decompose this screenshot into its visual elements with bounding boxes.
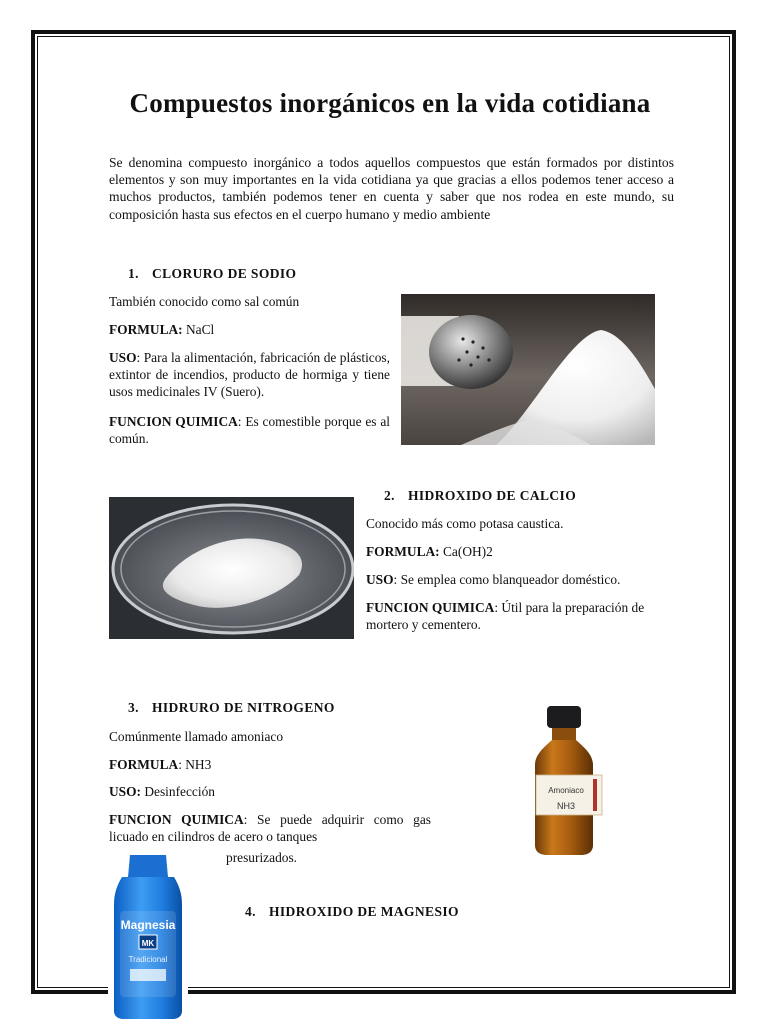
section-3-formula: [109, 756, 431, 773]
section-4-number: 4.: [245, 904, 256, 919]
section-3-funcion: [109, 811, 431, 845]
section-2-funcion: [366, 599, 676, 633]
section-1-heading: [128, 266, 296, 282]
section-3-funcion-value: : Se puede adquirir como gas licuado en cilindros de acero o tanques: [109, 812, 432, 845]
section-3-formula-label: FORMULA: [109, 757, 179, 772]
section-3-title: HIDRURO DE NITROGENO: [152, 700, 335, 715]
section-2-uso-label: USO: [366, 572, 394, 587]
page-title: Compuestos inorgánicos en la vida cotidiana: [129, 88, 651, 118]
section-2-formula: [366, 543, 676, 560]
intro-paragraph: Se denomina compuesto inorgánico a todos aquellos compuestos que están formados por distintos elementos y son muy importantes en la vida cotidiana ya que gracias a ellos podemos tener acceso a muchos productos, también podemos tener en cuenta y saber que nos rodea en este mundo, su composición hasta sus efectos en el cuerpo humano y medio ambiente: [109, 155, 674, 222]
section-1-uso-label: USO: [109, 350, 137, 365]
section-2-formula-label: FORMULA:: [366, 544, 440, 559]
section-4-title: HIDROXIDO DE MAGNESIO: [269, 904, 459, 919]
magnesia-brand-text: Magnesia: [120, 918, 176, 932]
calcium-hydroxide-photo: [109, 497, 354, 639]
section-3-formula-value: : NH3: [178, 757, 212, 772]
magnesia-variant-text: Tradicional: [128, 955, 168, 964]
section-1-lead: También conocido como sal común: [109, 294, 300, 309]
section-1-funcion-value: : Es comestible porque es al común.: [109, 414, 390, 447]
section-1-title: CLORURO DE SODIO: [152, 266, 297, 281]
bottle-label-text: Amoniaco: [548, 786, 584, 795]
section-1-formula-label: FORMULA:: [109, 322, 183, 337]
magnesia-bottle-photo: [108, 855, 188, 1020]
section-2-funcion-value: : Útil para la preparación de mortero y cementero.: [366, 600, 645, 633]
section-3-uso-label: USO:: [109, 784, 141, 799]
section-1-uso: [109, 349, 390, 401]
section-2-uso: [366, 571, 676, 588]
section-2-number: 2.: [384, 488, 395, 503]
section-3-funcion-tail: presurizados.: [226, 850, 298, 865]
section-2-lead: Conocido más como potasa caustica.: [366, 516, 564, 531]
section-2-formula-value: Ca(OH)2: [439, 544, 493, 559]
section-3-number: 3.: [128, 700, 139, 715]
section-1-uso-value: : Para la alimentación, fabricación de plásticos, extintor de incendios, producto de hormiga y tiene usos medicinales IV (Suero).: [109, 350, 390, 400]
section-1-formula: [109, 321, 389, 338]
salt-shaker-photo: [401, 294, 655, 445]
ammonia-bottle-photo: [443, 703, 673, 858]
section-3-funcion-label: FUNCION QUIMICA: [109, 812, 244, 827]
section-2-funcion-label: FUNCION QUIMICA: [366, 600, 495, 615]
magnesia-badge-text: MK: [141, 939, 155, 948]
section-2-heading: [384, 488, 576, 504]
section-1-funcion: [109, 413, 390, 447]
section-3-uso: [109, 783, 431, 800]
bottle-formula-text: NH3: [556, 801, 576, 811]
section-3-heading: [128, 700, 335, 716]
section-1-number: 1.: [128, 266, 139, 281]
section-2-uso-value: : Se emplea como blanqueador doméstico.: [393, 572, 621, 587]
section-1-funcion-label: FUNCION QUIMICA: [109, 414, 238, 429]
section-2-title: HIDROXIDO DE CALCIO: [408, 488, 577, 503]
section-4-heading: [245, 904, 459, 920]
section-3-uso-value: Desinfección: [141, 784, 215, 799]
section-3-lead: Comúnmente llamado amoniaco: [109, 729, 284, 744]
section-1-formula-value: NaCl: [182, 322, 215, 337]
